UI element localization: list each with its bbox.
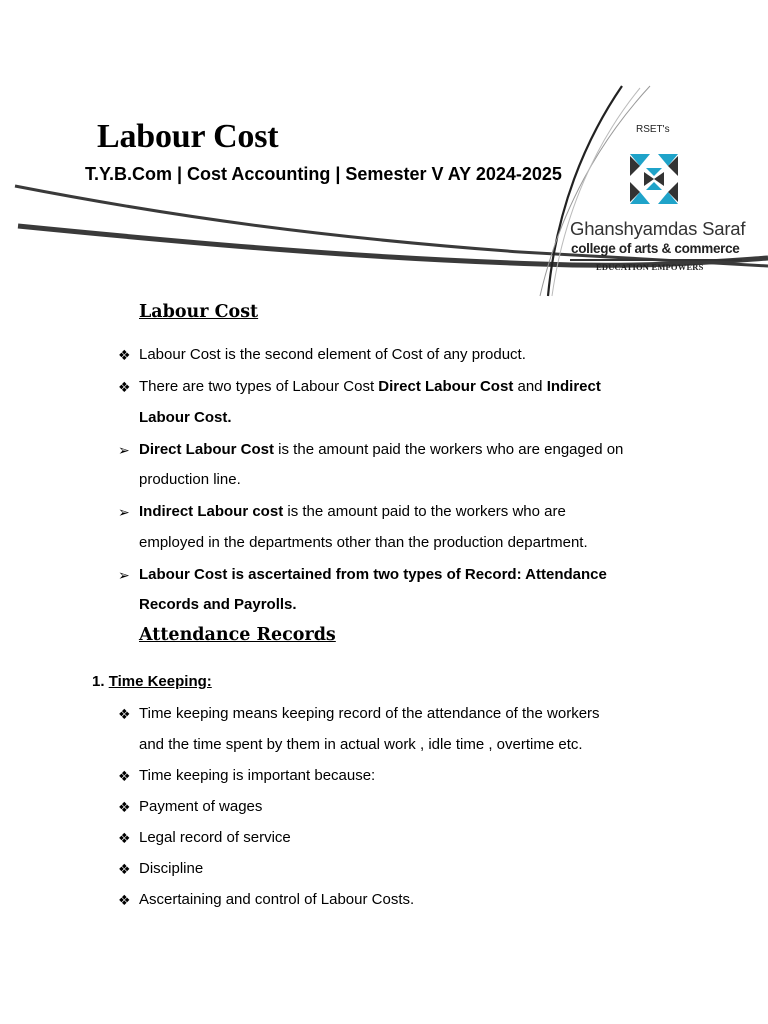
college-subtitle: college of arts & commerce: [571, 241, 740, 256]
subsection-number: 1.: [92, 673, 105, 690]
diamond-bullet-icon: ❖: [118, 379, 131, 395]
list-item-text: [139, 440, 623, 460]
college-name: Ghanshyamdas Saraf: [570, 218, 746, 239]
text-run: Ascertaining and control of Labour Costs.: [139, 891, 415, 908]
list-item-text: [139, 408, 232, 428]
diamond-bullet-icon: ❖: [118, 799, 131, 815]
text-run: Legal record of service: [139, 829, 291, 846]
diamond-bullet-icon: ❖: [118, 830, 131, 846]
list-item-text: [139, 766, 375, 786]
text-run: and the time spent by them in actual work , idle time , overtime etc.: [139, 736, 583, 753]
diamond-bullet-icon: ❖: [118, 768, 131, 784]
text-run: Records and Payrolls.: [139, 596, 297, 613]
logo-rset-text: RSET's: [636, 124, 670, 135]
text-run: Indirect: [546, 378, 601, 395]
college-tagline: EDUCATION EMPOWERS: [596, 262, 704, 272]
subsection-title: Time Keeping:: [108, 673, 212, 690]
arrow-bullet-icon: ➢: [118, 504, 130, 520]
text-run: Indirect Labour cost: [139, 503, 284, 520]
diamond-bullet-icon: ❖: [118, 892, 131, 908]
list-item-text: [139, 797, 262, 817]
text-run: production line.: [139, 471, 241, 488]
list-item-text: [139, 890, 414, 910]
list-item-text: [139, 345, 526, 365]
college-logo-icon: [626, 150, 682, 208]
section-heading-attendance-records: Attendance Records: [139, 625, 336, 645]
page-title: Labour Cost: [97, 118, 279, 155]
list-item-text: [139, 704, 600, 724]
page-subtitle: T.Y.B.Com | Cost Accounting | Semester V AY 2024-2025: [85, 164, 562, 184]
text-run: Payment of wages: [139, 798, 263, 815]
logo-divider: [570, 259, 742, 261]
list-item-text: [139, 502, 566, 522]
list-item-text: [139, 859, 203, 879]
diamond-bullet-icon: ❖: [118, 861, 131, 877]
arrow-bullet-icon: ➢: [118, 567, 130, 583]
list-item-text: [139, 377, 601, 397]
text-run: Labour Cost.: [139, 409, 232, 426]
text-run: Labour Cost is the second element of Cost of any product.: [139, 346, 526, 363]
subsection-time-keeping: [92, 672, 212, 692]
section-heading-labour-cost: Labour Cost: [139, 302, 259, 322]
text-run: Time keeping means keeping record of the attendance of the workers: [139, 705, 600, 722]
arrow-bullet-icon: ➢: [118, 442, 130, 458]
text-run: is the amount paid to the workers who are: [283, 503, 566, 520]
list-item-text: [139, 565, 607, 585]
text-run: and: [513, 378, 547, 395]
text-run: Time keeping is important because:: [139, 767, 376, 784]
text-run: Discipline: [139, 860, 204, 877]
text-run: Direct Labour Cost: [139, 441, 275, 458]
list-item-text: [139, 735, 583, 755]
diamond-bullet-icon: ❖: [118, 347, 131, 363]
list-item-text: [139, 533, 588, 553]
text-run: Labour Cost is ascertained from two types of Record: Attendance: [139, 566, 607, 583]
diamond-bullet-icon: ❖: [118, 706, 131, 722]
text-run: There are two types of Labour Cost: [139, 378, 379, 395]
text-run: Direct Labour Cost: [378, 378, 514, 395]
list-item-text: [139, 470, 241, 490]
text-run: is the amount paid the workers who are engaged on: [274, 441, 624, 458]
list-item-text: [139, 595, 297, 615]
list-item-text: [139, 828, 291, 848]
text-run: employed in the departments other than the production department.: [139, 534, 588, 551]
